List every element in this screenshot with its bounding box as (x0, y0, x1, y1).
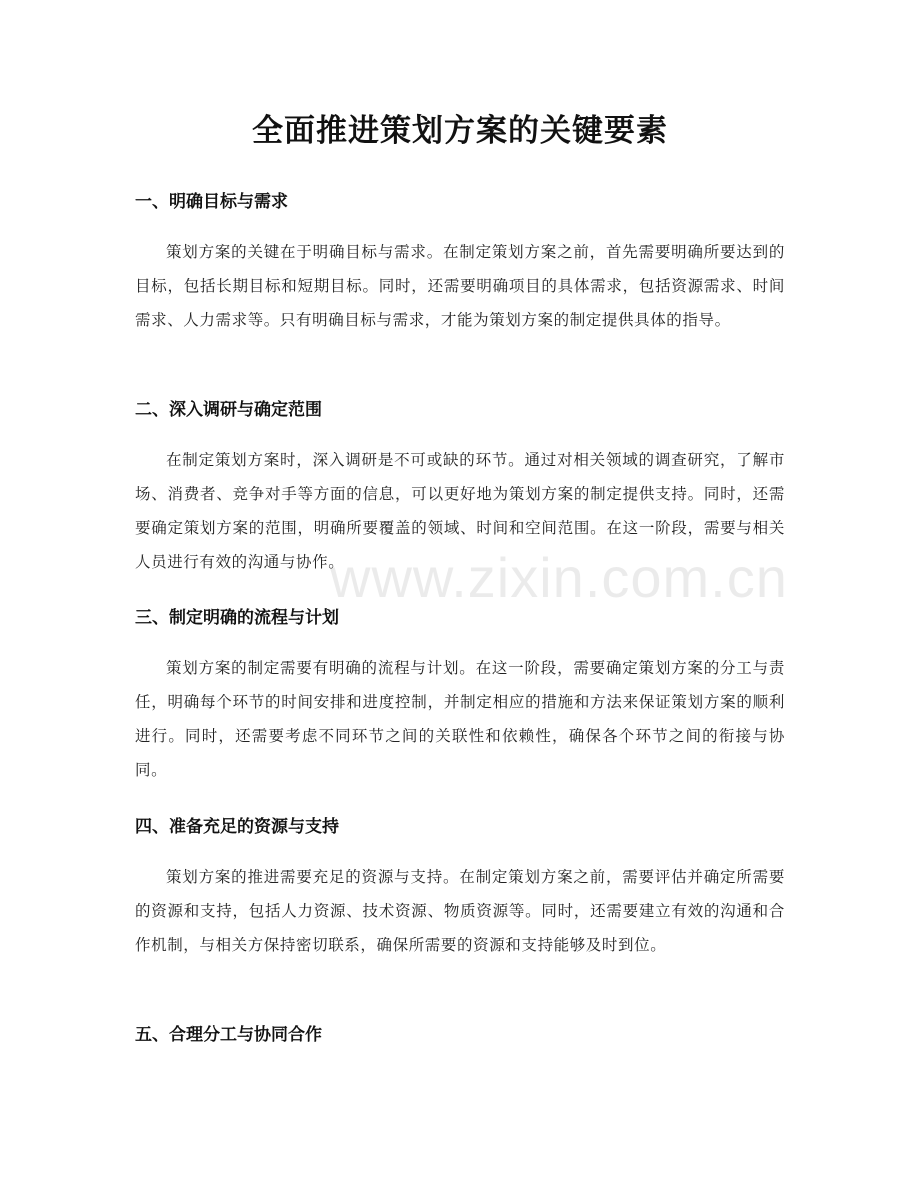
section-paragraph-4: 策划方案的推进需要充足的资源与支持。在制定策划方案之前，需要评估并确定所需要的资源和支持，包括人力资源、技术资源、物质资源等。同时，还需要建立有效的沟通和合作机制，与相关方保持密切联系，确保所需要的资源和支持能够及时到位。 (135, 868, 785, 954)
section-paragraph-2: 在制定策划方案时，深入调研是不可或缺的环节。通过对相关领域的调查研究，了解市场、消费者、竞争对手等方面的信息，可以更好地为策划方案的制定提供支持。同时，还需要确定策划方案的范围，明确所要覆盖的领域、时间和空间范围。在这一阶段，需要与相关人员进行有效的沟通与协作。 (135, 451, 785, 571)
watermark: www.zixin.com.cn (330, 546, 788, 609)
document-title: 全面推进策划方案的关键要素 (252, 113, 668, 149)
section-paragraph-3: 策划方案的制定需要有明确的流程与计划。在这一阶段，需要确定策划方案的分工与责任，明确每个环节的时间安排和进度控制，并制定相应的措施和方法来保证策划方案的顺利进行。同时，还需要考虑不同环节之间的关联性和依赖性，确保各个环节之间的衔接与协同。 (135, 659, 785, 779)
section-heading-1: 一、明确目标与需求 (135, 192, 288, 212)
section-heading-5: 五、合理分工与协同合作 (135, 1025, 322, 1045)
section-heading-2: 二、深入调研与确定范围 (135, 400, 322, 420)
section-heading-4: 四、准备充足的资源与支持 (135, 817, 339, 837)
section-paragraph-1: 策划方案的关键在于明确目标与需求。在制定策划方案之前，首先需要明确所要达到的目标，包括长期目标和短期目标。同时，还需要明确项目的具体需求，包括资源需求、时间需求、人力需求等。只有明确目标与需求，才能为策划方案的制定提供具体的指导。 (135, 243, 785, 329)
section-heading-3: 三、制定明确的流程与计划 (135, 608, 339, 628)
